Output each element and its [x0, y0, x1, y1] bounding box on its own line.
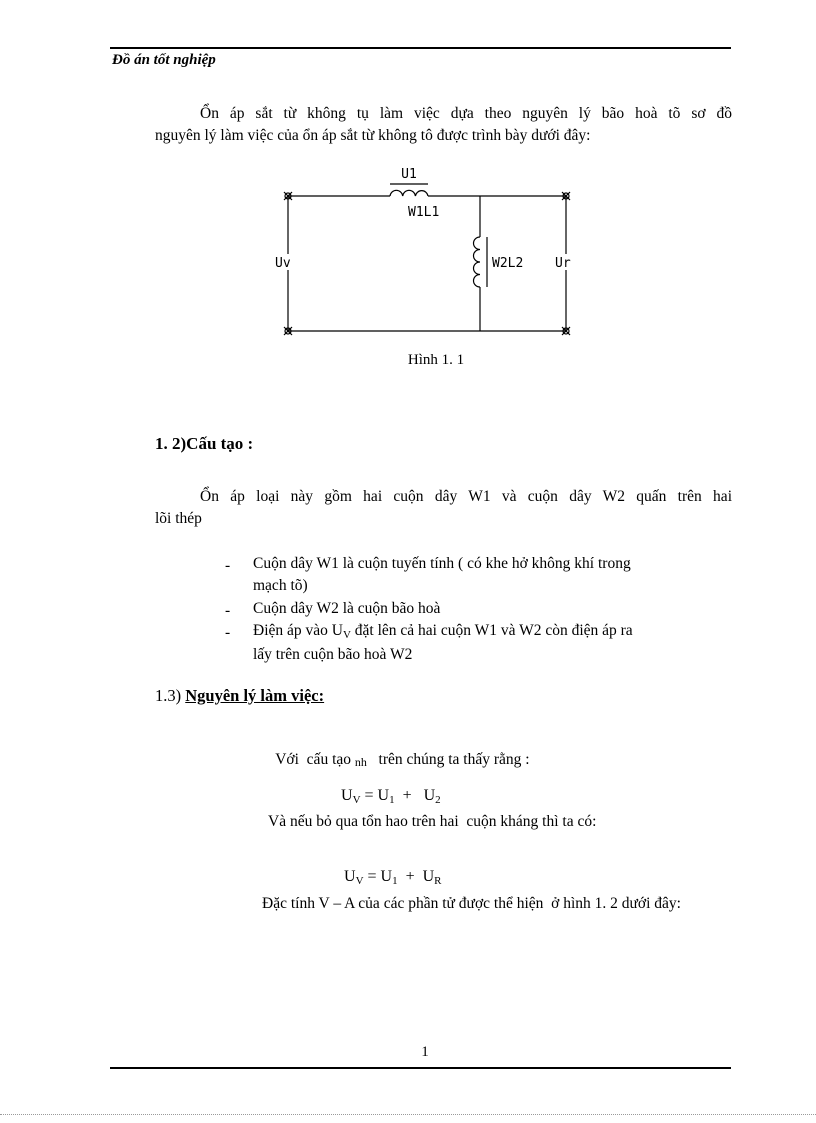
list-item [225, 620, 731, 666]
label-u1: U1 [401, 167, 417, 182]
heading-title: Nguyên lý làm việc: [185, 686, 325, 705]
bullet3-line-2: lấy trên cuộn bão hoà W2 [253, 645, 413, 663]
terminal-icon [562, 327, 570, 335]
bullet1-line-1: Cuộn dây W1 là cuộn tuyến tính ( có khe hở không khí trong [253, 555, 631, 572]
statement-1: Với cấu tạo nh trên chúng ta thấy rằng : [275, 751, 530, 769]
dash-bullet-icon: - [225, 557, 231, 574]
circuit-diagram [262, 158, 584, 348]
list-item [225, 598, 731, 620]
dash-bullet-icon: - [225, 601, 231, 619]
statement-2: Và nếu bỏ qua tổn hao trên hai cuộn kháng thì ta có: [268, 813, 597, 830]
scan-artifact-dotted-line [0, 1114, 816, 1115]
inductor-w2l2-icon [474, 237, 481, 287]
small-text-nh: nh [354, 755, 367, 769]
footer-rule [110, 1067, 731, 1069]
subscript: V [355, 875, 364, 887]
circuit-figure [262, 158, 584, 353]
bullet1-line-2: mạch tõ) [253, 577, 308, 595]
terminal-icon [284, 192, 292, 200]
bullet3-line-1: Điện áp vào UV đặt lên cả hai cuộn W1 và W2 còn điện áp ra [253, 622, 633, 642]
equation-1: UV = U1 + U2 [341, 787, 441, 806]
subscript: 2 [435, 794, 441, 806]
heading-number: 1.3) [155, 686, 186, 705]
intro-paragraph [155, 103, 732, 147]
subscript: 1 [392, 875, 398, 887]
statement-3: Đặc tính V – A của các phần tử được thể hiện ở hình 1. 2 dưới đây: [262, 895, 681, 912]
inductor-w1l1-icon [390, 190, 428, 196]
label-ur: Ur [555, 256, 571, 271]
equation-2: UV = U1 + UR [344, 868, 442, 887]
label-w2l2: W2L2 [492, 256, 524, 271]
figure-caption: Hình 1. 1 [407, 352, 465, 368]
header-rule [110, 47, 731, 49]
label-w1l1: W1L1 [408, 205, 440, 220]
cau-tao-line-2: lõi thép [155, 510, 202, 527]
intro-line-1: Ổn áp sắt từ không tụ làm việc dựa theo nguyên lý bão hoà tõ sơ đồ [200, 105, 732, 122]
subscript: R [434, 875, 442, 887]
cau-tao-line-1: Ổn áp loại này gồm hai cuộn dây W1 và cuộn dây W2 quấn trên hai [200, 488, 732, 505]
section-heading-nguyen-ly [155, 686, 324, 706]
cau-tao-paragraph [155, 486, 732, 530]
running-header: Đồ án tốt nghiệp [112, 52, 216, 68]
subscript: V [352, 794, 361, 806]
subscript: 1 [389, 794, 395, 806]
section-heading-cau-tao: 1. 2)Cấu tạo : [155, 434, 254, 453]
cau-tao-bullet-list [225, 553, 731, 666]
terminal-icon [562, 192, 570, 200]
bullet2-text: Cuộn dây W2 là cuộn bão hoà [253, 599, 441, 617]
subscript: V [342, 629, 351, 642]
intro-line-2: nguyên lý làm việc của ổn áp sắt từ không tô được trình bày dưới đây: [155, 127, 591, 144]
list-item [225, 553, 731, 598]
label-uv: Uv [275, 256, 291, 271]
dash-bullet-icon: - [225, 624, 231, 642]
page-number: 1 [421, 1044, 429, 1060]
terminal-icon [284, 327, 292, 335]
